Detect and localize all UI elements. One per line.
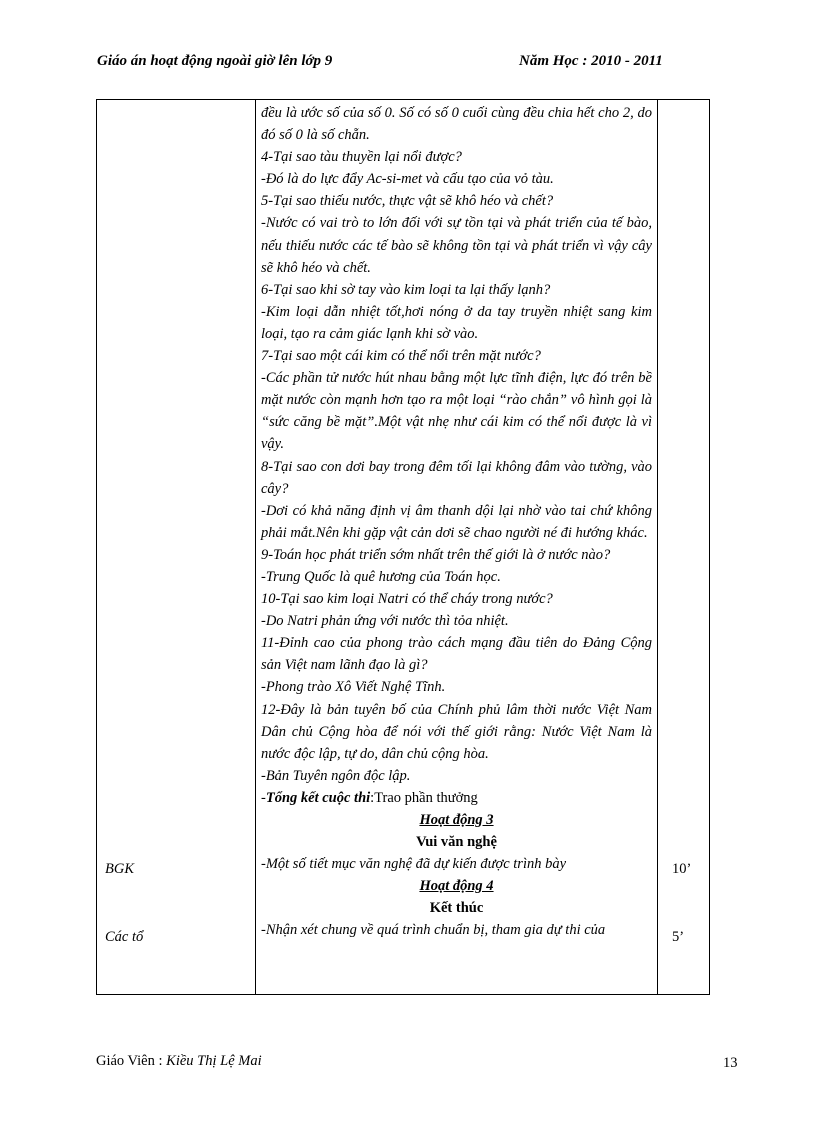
summary-text: :Trao phần thưởng (370, 789, 478, 806)
activity4-title: Hoạt động 4 (419, 878, 494, 895)
activity4-subtitle: Kết thúc (429, 900, 484, 917)
teacher-credit (96, 1053, 262, 1070)
school-year: Năm Học : 2010 - 2011 (519, 53, 663, 69)
text-line: 4-Tại sao tàu thuyền lại nổi được? (261, 149, 462, 166)
text-line: 11-Đỉnh cao của phong trào cách mạng đầu tiên do Đảng Cộng sản Việt nam lãnh đạo là gì? (261, 635, 652, 674)
activity4-role: Các tổ (105, 929, 144, 945)
teacher-name: Kiều Thị Lệ Mai (166, 1053, 262, 1069)
text-line: -Phong trào Xô Viết Nghệ Tĩnh. (261, 679, 446, 696)
activity3-role: BGK (105, 861, 134, 877)
lesson-plan-table (96, 99, 710, 995)
summary-line: -Tổng kết cuộc thi:Trao phần thưởng (261, 789, 478, 806)
text-line: -Bản Tuyên ngôn độc lập. (261, 767, 411, 784)
text-line: đều là ước số của số 0. Số có số 0 cuối cùng đều chia hết cho 2, do đó số 0 là số chẵn. (261, 105, 652, 144)
content-column (256, 100, 658, 995)
text-line: 9-Toán học phát triển sớm nhất trên thế giới là ở nước nào? (261, 546, 611, 563)
text-line: 12-Đây là bản tuyên bố của Chính phủ lâm thời nước Việt Nam Dân chủ Cộng hòa để nói với thế giới rằng: Nước Việt Nam là nước độc lập, tự do, dân chủ cộng hòa. (261, 701, 652, 762)
text-line: -Nước có vai trò to lớn đối với sự tồn tại và phát triển của tế bào, nếu thiếu nước các tế bào sẽ không tồn tại và phát triển vì vậy cây sẽ khô héo và chết. (261, 215, 652, 276)
text-line: -Đó là do lực đẩy Ac-si-met và cấu tạo của vỏ tàu. (261, 171, 554, 188)
document-title: Giáo án hoạt động ngoài giờ lên lớp 9 (97, 53, 333, 69)
text-line: 5-Tại sao thiếu nước, thực vật sẽ khô héo và chết? (261, 193, 554, 210)
time-column (658, 100, 710, 995)
text-line: -Dơi có khả năng định vị âm thanh dội lại nhờ vào tai chứ không phải mắt.Nên khi gặp vật cản dơi sẽ chao người né đi hướng khác. (261, 502, 652, 541)
activity4-time: 5’ (672, 929, 685, 945)
activity3-subtitle: Vui văn nghệ (416, 834, 497, 851)
text-line: -Các phần tử nước hút nhau bằng một lực tĩnh điện, lực đó trên bề mặt nước còn mạnh hơn tạo ra một loại “rào chắn” vô hình gọi là “sức căng bề mặt”.Một vật nhẹ như cái kim có thể nổi được là vì vậy. (261, 370, 652, 453)
activity3-text: -Một số tiết mục văn nghệ đã dự kiến được trình bày (261, 856, 567, 873)
text-line: -Kim loại dẫn nhiệt tốt,hơi nóng ở da tay truyền nhiệt sang kim loại, tạo ra cảm giác lạnh khi sờ vào. (261, 303, 652, 342)
text-line: -Do Natri phản ứng với nước thì tỏa nhiệt. (261, 613, 509, 630)
page-number: 13 (723, 1055, 738, 1071)
text-line: 8-Tại sao con dơi bay trong đêm tối lại không đâm vào tường, vào cây? (261, 458, 652, 497)
text-line: 7-Tại sao một cái kim có thể nổi trên mặt nước? (261, 348, 541, 365)
teacher-label: Giáo Viên : (96, 1053, 167, 1069)
teacher-column (97, 100, 256, 995)
activity3-time: 10’ (672, 861, 692, 877)
summary-label: Tổng kết cuộc thi (265, 789, 371, 806)
text-line: -Trung Quốc là quê hương của Toán học. (261, 568, 501, 585)
text-line: 6-Tại sao khi sờ tay vào kim loại ta lại thấy lạnh? (261, 281, 551, 298)
activity4-text: -Nhận xét chung về quá trình chuẩn bị, tham gia dự thi của (261, 922, 606, 939)
activity3-title: Hoạt động 3 (419, 812, 494, 828)
text-line: 10-Tại sao kim loại Natri có thể cháy trong nước? (261, 591, 553, 608)
